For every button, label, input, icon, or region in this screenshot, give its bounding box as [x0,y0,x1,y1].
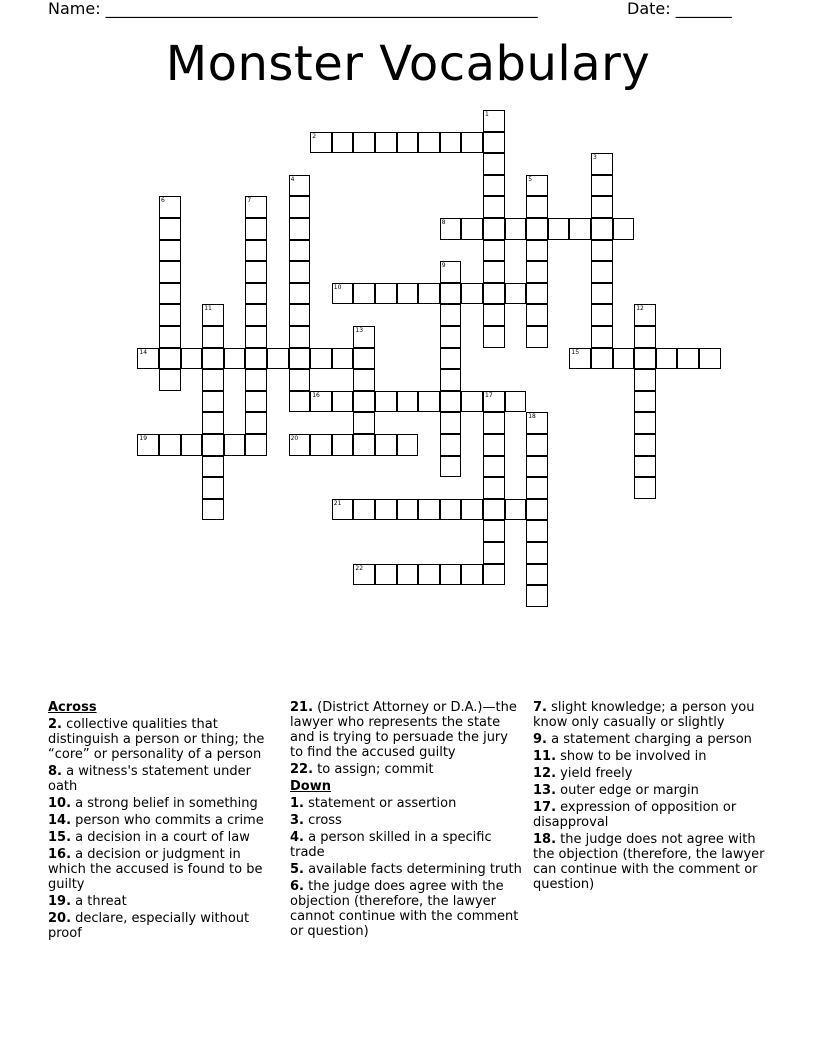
grid-cell[interactable] [245,434,267,456]
grid-cell[interactable] [483,304,505,326]
grid-cell[interactable] [634,456,656,478]
grid-cell[interactable] [332,434,354,456]
grid-cell[interactable] [613,218,635,240]
clue-number-label: 8. [48,764,62,779]
clue-number-label: 15. [48,830,72,845]
grid-cell[interactable] [397,564,419,586]
grid-cell[interactable] [289,175,311,197]
grid-cell[interactable] [440,412,462,434]
clue-item [290,762,522,777]
clue-number: 14 [139,348,148,356]
clue-item [290,830,522,860]
grid-cell[interactable] [505,499,527,521]
clue-number: 15 [571,348,580,356]
clues-column-2 [290,700,522,941]
grid-cell[interactable] [461,218,483,240]
grid-cell[interactable] [375,434,397,456]
grid-cell[interactable] [483,110,505,132]
grid-cell[interactable] [353,499,375,521]
clue-text: to assign; commit [313,762,434,777]
grid-cell[interactable] [526,564,548,586]
grid-cell[interactable] [397,434,419,456]
grid-cell[interactable] [375,499,397,521]
grid-cell[interactable] [159,261,181,283]
grid-cell[interactable] [289,369,311,391]
grid-cell[interactable] [591,153,613,175]
clue-text: the judge does agree with the objection (therefore, the lawyer cannot continue with the comment or question) [290,879,519,939]
grid-cell[interactable] [483,412,505,434]
grid-cell[interactable] [526,477,548,499]
clue-item [533,766,765,781]
grid-cell[interactable] [634,434,656,456]
grid-cell[interactable] [483,391,505,413]
grid-cell[interactable] [159,434,181,456]
grid-cell[interactable] [526,499,548,521]
grid-cell[interactable] [267,348,289,370]
grid-cell[interactable] [440,283,462,305]
grid-cell[interactable] [548,218,570,240]
grid-cell[interactable] [332,283,354,305]
grid-cell[interactable] [159,369,181,391]
clue-number-label: 11. [533,749,557,764]
grid-cell[interactable] [526,261,548,283]
grid-cell[interactable] [440,369,462,391]
grid-cell[interactable] [440,564,462,586]
grid-cell[interactable] [159,240,181,262]
clue-number-label: 22. [290,762,314,777]
grid-cell[interactable] [397,499,419,521]
grid-cell[interactable] [440,348,462,370]
grid-cell[interactable] [634,304,656,326]
grid-cell[interactable] [245,369,267,391]
grid-cell[interactable] [159,348,181,370]
grid-cell[interactable] [591,175,613,197]
grid-cell[interactable] [461,564,483,586]
grid-cell[interactable] [440,499,462,521]
clue-text: show to be involved in [556,749,707,764]
grid-cell[interactable] [202,412,224,434]
grid-cell[interactable] [526,456,548,478]
clue-text: outer edge or margin [556,783,699,798]
grid-cell[interactable] [289,196,311,218]
clue-item [290,813,522,828]
grid-cell[interactable] [526,240,548,262]
grid-cell[interactable] [137,348,159,370]
clue-item [290,700,522,760]
grid-cell[interactable] [526,283,548,305]
grid-cell[interactable] [483,499,505,521]
clue-item [533,800,765,830]
grid-cell[interactable] [310,348,332,370]
grid-cell[interactable] [353,283,375,305]
grid-cell[interactable] [289,434,311,456]
clue-number-label: 14. [48,813,72,828]
grid-cell[interactable] [397,283,419,305]
grid-cell[interactable] [483,175,505,197]
clue-number: 17 [485,391,493,399]
grid-cell[interactable] [245,196,267,218]
clue-item [533,700,765,730]
grid-cell[interactable] [440,132,462,154]
across-heading: Across [48,700,97,715]
clue-text: a witness's statement under oath [48,764,251,794]
grid-cell[interactable] [375,283,397,305]
clue-text: a person skilled in a specific trade [290,830,492,860]
grid-cell[interactable] [289,240,311,262]
grid-cell[interactable] [310,132,332,154]
grid-cell[interactable] [526,520,548,542]
clue-number: 8 [441,219,446,226]
grid-cell[interactable] [591,261,613,283]
grid-cell[interactable] [332,391,354,413]
clue-item [533,732,765,747]
clue-number-label: 13. [533,783,557,798]
grid-cell[interactable] [526,304,548,326]
clue-text: the judge does not agree with the objection (therefore, the lawyer can continue with the comment or question) [533,832,765,892]
grid-cell[interactable] [245,261,267,283]
clue-text: a strong belief in something [71,796,258,811]
grid-cell[interactable] [245,326,267,348]
grid-cell[interactable] [353,326,375,348]
date-field-label[interactable]: Date: _______ [627,0,732,18]
grid-cell[interactable] [418,499,440,521]
grid-cell[interactable] [375,132,397,154]
clue-item [533,832,765,892]
grid-cell[interactable] [353,391,375,413]
clue-number-label: 9. [533,732,547,747]
clue-number: 7 [247,197,252,205]
grid-cell[interactable] [245,240,267,262]
grid-cell[interactable] [699,348,721,370]
grid-cell[interactable] [440,434,462,456]
clue-number: 12 [636,305,644,313]
grid-cell[interactable] [483,477,505,499]
clue-item [290,879,522,939]
clue-text: person who commits a crime [71,813,264,828]
grid-cell[interactable] [440,261,462,283]
grid-cell[interactable] [591,283,613,305]
grid-cell[interactable] [418,391,440,413]
grid-cell[interactable] [634,348,656,370]
grid-cell[interactable] [332,348,354,370]
grid-cell[interactable] [245,304,267,326]
clue-number-label: 18. [533,832,557,847]
grid-cell[interactable] [634,391,656,413]
grid-cell[interactable] [289,283,311,305]
grid-cell[interactable] [526,196,548,218]
grid-cell[interactable] [418,132,440,154]
clue-number: 20 [290,435,299,442]
grid-cell[interactable] [440,326,462,348]
clue-number: 13 [355,327,364,334]
grid-cell[interactable] [245,412,267,434]
grid-cell[interactable] [526,175,548,197]
grid-cell[interactable] [159,218,181,240]
clue-text: slight knowledge; a person you know only casually or slightly [533,700,755,730]
grid-cell[interactable] [289,218,311,240]
grid-cell[interactable] [245,283,267,305]
clue-number-label: 20. [48,911,72,926]
clue-item [48,813,280,828]
name-field-label[interactable]: Name: ______________________________________________________ [48,0,538,18]
clue-number: 4 [290,175,295,183]
grid-cell[interactable] [483,326,505,348]
grid-cell[interactable] [440,218,462,240]
grid-cell[interactable] [353,564,375,586]
clue-number-label: 16. [48,847,72,862]
clue-item [290,862,522,877]
grid-cell[interactable] [418,283,440,305]
grid-cell[interactable] [332,499,354,521]
grid-cell[interactable] [483,261,505,283]
clue-number-label: 10. [48,796,72,811]
clue-text: cross [303,813,342,828]
clue-text: declare, especially without proof [48,911,250,941]
clue-number: 2 [312,132,317,140]
grid-cell[interactable] [202,348,224,370]
grid-cell[interactable] [483,542,505,564]
clue-number: 6 [161,197,165,205]
clue-text: available facts determining truth [303,862,522,877]
grid-cell[interactable] [159,283,181,305]
clue-text: a decision in a court of law [71,830,250,845]
grid-cell[interactable] [591,348,613,370]
grid-cell[interactable] [656,348,678,370]
grid-cell[interactable] [353,132,375,154]
clue-item [48,764,280,794]
grid-cell[interactable] [440,304,462,326]
clue-text: a decision or judgment in which the accused is found to be guilty [48,847,263,892]
grid-cell[interactable] [289,348,311,370]
clue-number-label: 17. [533,800,557,815]
grid-cell[interactable] [289,391,311,413]
clue-number: 9 [441,262,446,270]
grid-cell[interactable] [526,585,548,607]
grid-cell[interactable] [375,564,397,586]
grid-cell[interactable] [591,196,613,218]
clue-number: 21 [333,499,342,507]
grid-cell[interactable] [591,240,613,262]
grid-cell[interactable] [310,391,332,413]
grid-cell[interactable] [569,218,591,240]
grid-cell[interactable] [224,434,246,456]
clue-text: expression of opposition or disapproval [533,800,737,830]
grid-cell[interactable] [353,412,375,434]
grid-cell[interactable] [461,283,483,305]
grid-cell[interactable] [483,520,505,542]
clue-number: 19 [139,435,148,442]
grid-cell[interactable] [634,412,656,434]
grid-cell[interactable] [202,391,224,413]
clue-item [533,749,765,764]
grid-cell[interactable] [591,326,613,348]
grid-cell[interactable] [505,218,527,240]
grid-cell[interactable] [159,326,181,348]
grid-cell[interactable] [505,283,527,305]
grid-cell[interactable] [569,348,591,370]
clue-item [48,830,280,845]
clue-item [290,796,522,811]
grid-cell[interactable] [526,412,548,434]
grid-cell[interactable] [181,348,203,370]
clue-number-label: 21. [290,700,314,715]
grid-cell[interactable] [677,348,699,370]
grid-cell[interactable] [483,283,505,305]
grid-cell[interactable] [289,304,311,326]
grid-cell[interactable] [483,456,505,478]
clue-item [48,847,280,892]
grid-cell[interactable] [526,542,548,564]
clue-number: 1 [485,111,489,118]
grid-cell[interactable] [440,456,462,478]
grid-cell[interactable] [202,456,224,478]
grid-cell[interactable] [245,218,267,240]
clue-number-label: 3. [290,813,304,828]
grid-cell[interactable] [613,348,635,370]
grid-cell[interactable] [245,348,267,370]
grid-cell[interactable] [634,326,656,348]
clue-text: a statement charging a person [546,732,752,747]
clue-item [533,783,765,798]
grid-cell[interactable] [159,196,181,218]
clue-number-label: 19. [48,894,72,909]
grid-cell[interactable] [418,564,440,586]
down-heading: Down [290,779,331,794]
clue-text: (District Attorney or D.A.)—the lawyer who represents the state and is trying to persuade the jury to find the accused guilty [290,700,517,760]
grid-cell[interactable] [397,391,419,413]
grid-cell[interactable] [137,434,159,456]
clue-number: 3 [593,154,597,162]
grid-cell[interactable] [310,434,332,456]
grid-cell[interactable] [353,348,375,370]
grid-cell[interactable] [159,304,181,326]
clue-number: 18 [528,413,536,421]
grid-cell[interactable] [483,218,505,240]
grid-cell[interactable] [202,434,224,456]
grid-cell[interactable] [440,391,462,413]
clue-number: 5 [528,175,533,183]
clue-number: 10 [333,283,342,291]
clues-column-1 [48,700,280,943]
grid-cell[interactable] [289,261,311,283]
clue-number-label: 1. [290,796,304,811]
page-title: Monster Vocabulary [165,36,651,92]
grid-cell[interactable] [332,132,354,154]
clues-column-3 [533,700,765,894]
grid-cell[interactable] [526,218,548,240]
grid-cell[interactable] [526,326,548,348]
grid-cell[interactable] [526,434,548,456]
grid-cell[interactable] [202,304,224,326]
grid-cell[interactable] [591,218,613,240]
grid-cell[interactable] [375,391,397,413]
clue-number: 16 [312,391,320,399]
grid-cell[interactable] [461,391,483,413]
clue-number: 22 [355,564,364,572]
grid-cell[interactable] [634,477,656,499]
grid-cell[interactable] [483,434,505,456]
clue-number-label: 12. [533,766,557,781]
grid-cell[interactable] [202,326,224,348]
clue-number-label: 6. [290,879,304,894]
clue-number: 11 [204,305,212,313]
grid-cell[interactable] [202,499,224,521]
grid-cell[interactable] [224,348,246,370]
grid-cell[interactable] [353,434,375,456]
grid-cell[interactable] [634,369,656,391]
grid-cell[interactable] [483,153,505,175]
grid-cell[interactable] [353,369,375,391]
clue-item [48,717,280,762]
clue-item [48,796,280,811]
clue-text: collective qualities that distinguish a person or thing; the “core” or personality of a person [48,717,265,762]
grid-cell[interactable] [483,196,505,218]
grid-cell[interactable] [202,369,224,391]
clue-text: a threat [71,894,127,909]
grid-cell[interactable] [397,132,419,154]
clue-number-label: 2. [48,717,62,732]
grid-cell[interactable] [483,132,505,154]
clue-text: statement or assertion [303,796,457,811]
grid-cell[interactable] [505,391,527,413]
clue-number-label: 7. [533,700,547,715]
clue-item [48,894,280,909]
clue-number-label: 4. [290,830,304,845]
clue-text: yield freely [556,766,633,781]
grid-cell[interactable] [289,326,311,348]
grid-cell[interactable] [181,434,203,456]
clue-item [48,911,280,941]
grid-cell[interactable] [483,240,505,262]
grid-cell[interactable] [245,391,267,413]
clue-number-label: 5. [290,862,304,877]
grid-cell[interactable] [202,477,224,499]
grid-cell[interactable] [591,304,613,326]
grid-cell[interactable] [461,499,483,521]
grid-cell[interactable] [483,564,505,586]
grid-cell[interactable] [461,132,483,154]
